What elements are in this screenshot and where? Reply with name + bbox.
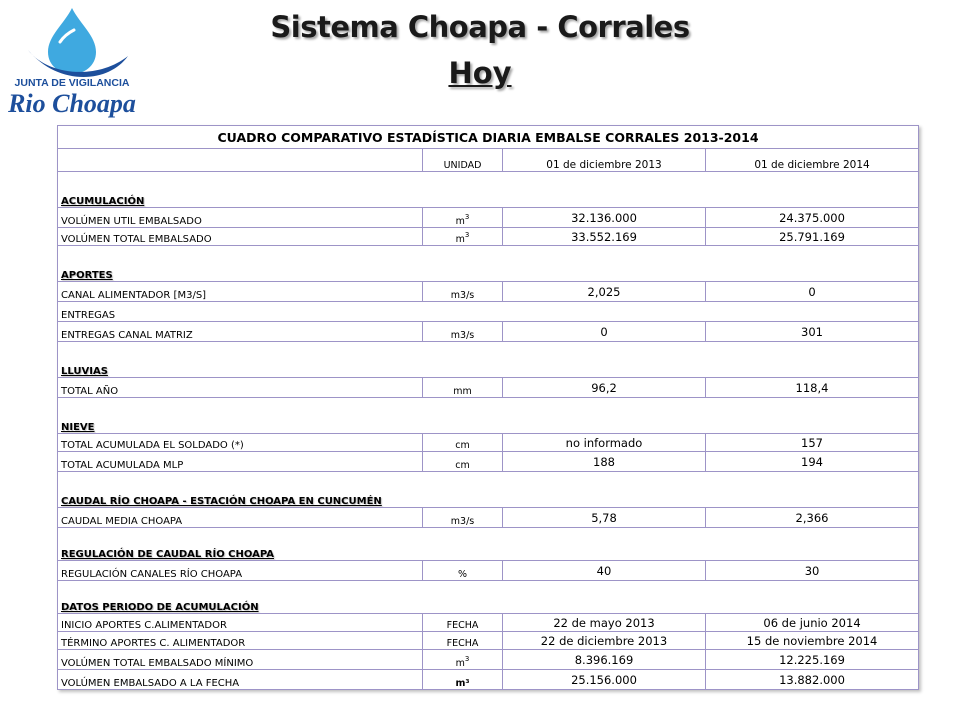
section-regulacion: REGULACIÓN DE CAUDAL RÍO CHOAPA xyxy=(58,528,919,561)
header-blank xyxy=(58,149,423,172)
row-label: TOTAL AÑO xyxy=(58,378,423,398)
row-unit: m3/s xyxy=(423,322,503,342)
section-row xyxy=(58,581,919,614)
table-row xyxy=(58,322,919,342)
row-value-2013: 2,025 xyxy=(503,282,706,302)
row-unit: % xyxy=(423,561,503,581)
row-value-2013: 32.136.000 xyxy=(503,208,706,228)
table-caption: CUADRO COMPARATIVO ESTADÍSTICA DIARIA EMBALSE CORRALES 2013-2014 xyxy=(58,126,919,149)
row-unit: cm xyxy=(423,452,503,472)
row-value-2013: 25.156.000 xyxy=(503,670,706,690)
table-row xyxy=(58,208,919,228)
row-value-2014: 157 xyxy=(706,434,919,452)
row-value-2014: 2,366 xyxy=(706,508,919,528)
table-caption-row xyxy=(58,126,919,149)
header-unit: UNIDAD xyxy=(423,149,503,172)
header-col1: 01 de diciembre 2013 xyxy=(503,149,706,172)
row-label: CANAL ALIMENTADOR [M3/S] xyxy=(58,282,423,302)
row-unit: mm xyxy=(423,378,503,398)
row-label: VOLÚMEN TOTAL EMBALSADO xyxy=(58,228,423,246)
row-label: TÉRMINO APORTES C. ALIMENTADOR xyxy=(58,632,423,650)
section-row xyxy=(58,528,919,561)
row-unit: m3/s xyxy=(423,508,503,528)
row-label: VOLÚMEN UTIL EMBALSADO xyxy=(58,208,423,228)
section-caudal: CAUDAL RÍO CHOAPA - ESTACIÓN CHOAPA EN CUNCUMÉN xyxy=(58,472,919,508)
section-acumulacion: ACUMULACIÓN xyxy=(58,172,919,208)
row-unit: cm xyxy=(423,434,503,452)
row-unit: $m^3$ xyxy=(423,228,503,246)
row-unit: FECHA xyxy=(423,614,503,632)
row-label: TOTAL ACUMULADA EL SOLDADO (*) xyxy=(58,434,423,452)
row-unit: m³ xyxy=(423,670,503,690)
section-row xyxy=(58,246,919,282)
table-row xyxy=(58,614,919,632)
table-row xyxy=(58,378,919,398)
row-value-2014: 0 xyxy=(706,282,919,302)
section-row xyxy=(58,472,919,508)
table-row xyxy=(58,452,919,472)
row-value-2013: no informado xyxy=(503,434,706,452)
row-unit: FECHA xyxy=(423,632,503,650)
page-title: Sistema Choapa - Corrales xyxy=(270,10,690,44)
row-value-2014: 301 xyxy=(706,322,919,342)
table-header-row xyxy=(58,149,919,172)
row-value-2014: 13.882.000 xyxy=(706,670,919,690)
section-row xyxy=(58,172,919,208)
row-label: TOTAL ACUMULADA MLP xyxy=(58,452,423,472)
row-value-2013: 0 xyxy=(503,322,706,342)
table-row xyxy=(58,632,919,650)
row-label: CAUDAL MEDIA CHOAPA xyxy=(58,508,423,528)
row-value-2014: 15 de noviembre 2014 xyxy=(706,632,919,650)
row-label: INICIO APORTES C.ALIMENTADOR xyxy=(58,614,423,632)
row-unit: m3/s xyxy=(423,282,503,302)
row-value-2014: 12.225.169 xyxy=(706,650,919,670)
section-aportes: APORTES xyxy=(58,246,919,282)
header-col2: 01 de diciembre 2014 xyxy=(706,149,919,172)
row-unit: $m^3$ xyxy=(423,208,503,228)
row-value-2014: 30 xyxy=(706,561,919,581)
row-value-2013: 40 xyxy=(503,561,706,581)
row-value-2013: 33.552.169 xyxy=(503,228,706,246)
table-row xyxy=(58,670,919,690)
row-value-2013: 96,2 xyxy=(503,378,706,398)
logo-line2: Rio Choapa xyxy=(8,89,136,118)
row-value-2014: 24.375.000 xyxy=(706,208,919,228)
section-datos: DATOS PERIODO DE ACUMULACIÓN xyxy=(58,581,919,614)
row-label: VOLÚMEN EMBALSADO A LA FECHA xyxy=(58,670,423,690)
table-row xyxy=(58,650,919,670)
row-label: VOLÚMEN TOTAL EMBALSADO MÍNIMO xyxy=(58,650,423,670)
logo-line1: JUNTA DE VIGILANCIA xyxy=(14,77,130,89)
row-unit: $m^3$ xyxy=(423,650,503,670)
stats-table xyxy=(57,125,919,690)
row-value-2013: 22 de diciembre 2013 xyxy=(503,632,706,650)
section-nieve: NIEVE xyxy=(58,398,919,434)
row-value-2013: 22 de mayo 2013 xyxy=(503,614,706,632)
table-row xyxy=(58,508,919,528)
row-value-2014: 118,4 xyxy=(706,378,919,398)
row-value-2014: 194 xyxy=(706,452,919,472)
row-value-2014: 25.791.169 xyxy=(706,228,919,246)
page-subtitle: Hoy xyxy=(448,56,512,90)
section-entregas: ENTREGAS xyxy=(58,302,919,322)
row-value-2013: 5,78 xyxy=(503,508,706,528)
row-value-2013: 8.396.169 xyxy=(503,650,706,670)
section-lluvias: LLUVIAS xyxy=(58,342,919,378)
row-label: REGULACIÓN CANALES RÍO CHOAPA xyxy=(58,561,423,581)
table-row xyxy=(58,561,919,581)
section-row xyxy=(58,398,919,434)
section-row xyxy=(58,302,919,322)
table-row xyxy=(58,228,919,246)
row-value-2013: 188 xyxy=(503,452,706,472)
row-label: ENTREGAS CANAL MATRIZ xyxy=(58,322,423,342)
table-row xyxy=(58,282,919,302)
table-row xyxy=(58,434,919,452)
row-value-2014: 06 de junio 2014 xyxy=(706,614,919,632)
section-row xyxy=(58,342,919,378)
